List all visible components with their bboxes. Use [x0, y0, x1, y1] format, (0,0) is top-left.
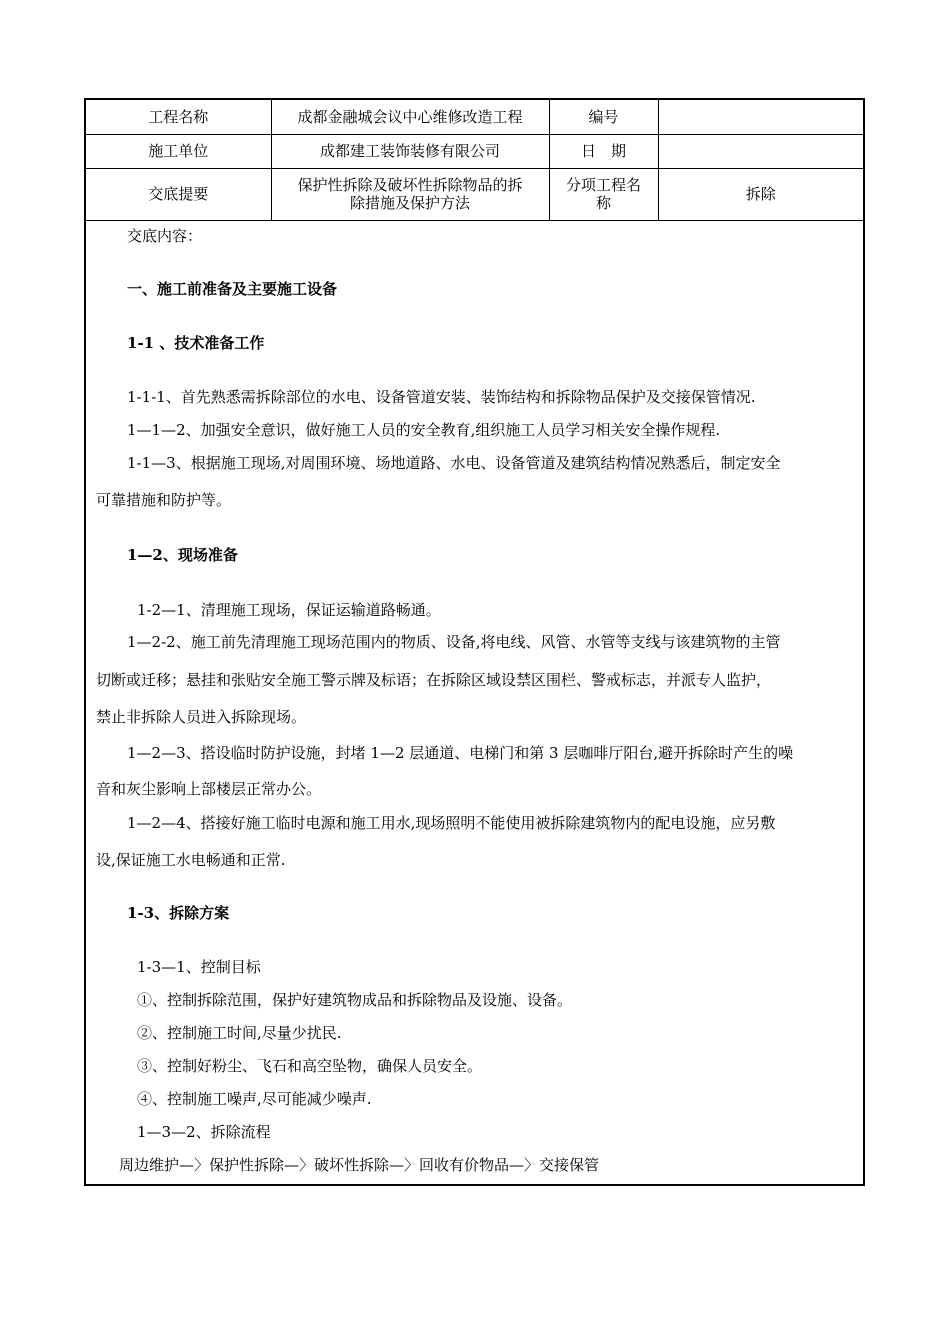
disclosure-form — [84, 98, 865, 1186]
subitem-value: 拆除 — [658, 168, 863, 220]
paragraph-continuation: 可靠措施和防护等。 — [96, 491, 232, 509]
paragraph-continuation: 设,保证施工水电畅通和正常. — [96, 851, 286, 869]
paragraph: 1—1—2、加强安全意识，做好施工人员的安全教育,组织施工人员学习相关安全操作规程. — [127, 421, 721, 439]
header-table — [86, 100, 863, 221]
paragraph: 1—2-2、施工前先清理施工现场范围内的物质、设备,将电线、风管、水管等支线与该建筑物的主管 — [127, 633, 781, 651]
subitem-label-line2: 称 — [595, 194, 611, 212]
goal-item: ①、控制拆除范围，保护好建筑物成品和拆除物品及设施、设备。 — [137, 991, 573, 1009]
goal-item: ②、控制施工时间,尽量少扰民. — [137, 1024, 342, 1042]
date-label: 日 期 — [549, 134, 658, 168]
subitem-label — [549, 168, 658, 220]
subitem-label-line1: 分项工程名 — [565, 176, 641, 194]
paragraph: 1-1-1、首先熟悉需拆除部位的水电、设备管道安装、装饰结构和拆除物品保护及交接保管情况. — [127, 388, 756, 406]
paragraph-continuation: 切断或迁移；悬挂和张贴安全施工警示牌及标语；在拆除区域设禁区围栏、警戒标志，并派专人监护， — [96, 671, 772, 689]
summary-value-line2: 除措施及保护方法 — [349, 194, 470, 212]
code-label: 编号 — [549, 100, 658, 134]
subsection-heading: 1-3、拆除方案 — [127, 904, 230, 922]
goal-item: ③、控制好粉尘、飞石和高空坠物，确保人员安全。 — [137, 1057, 483, 1075]
subsection-heading: 1—2、现场准备 — [127, 546, 238, 564]
goal-item: ④、控制施工噪声,尽可能减少噪声. — [137, 1090, 372, 1108]
summary-label: 交底提要 — [86, 168, 271, 220]
contractor-value: 成都建工装饰装修有限公司 — [271, 134, 549, 168]
intro-label: 交底内容： — [127, 227, 203, 245]
code-value — [658, 100, 863, 134]
paragraph: 1-2—1、清理施工现场，保证运输道路畅通。 — [137, 601, 441, 619]
contractor-label: 施工单位 — [86, 134, 271, 168]
flow-line: 周边维护—〉保护性拆除—〉破坏性拆除—〉回收有价物品—〉交接保管 — [119, 1156, 600, 1174]
section-heading: 一、施工前准备及主要施工设备 — [127, 280, 338, 298]
subsection-heading: 1-1 、技术准备工作 — [127, 334, 265, 352]
summary-value-line1: 保护性拆除及破坏性拆除物品的拆 — [297, 176, 523, 194]
summary-value — [271, 168, 549, 220]
paragraph-continuation: 音和灰尘影响上部楼层正常办公。 — [96, 780, 322, 798]
paragraph: 1—3—2、拆除流程 — [137, 1123, 271, 1141]
paragraph-continuation: 禁止非拆除人员进入拆除现场。 — [96, 708, 307, 726]
paragraph: 1—2—4、搭接好施工临时电源和施工用水,现场照明不能使用被拆除建筑物内的配电设施，应另敷 — [127, 814, 776, 832]
project-name-value: 成都金融城会议中心维修改造工程 — [271, 100, 549, 134]
date-value — [658, 134, 863, 168]
paragraph: 1—2—3、搭设临时防护设施，封堵 1—2 层通道、电梯门和第 3 层咖啡厅阳台,避开拆除时产生的噪 — [127, 744, 794, 762]
paragraph: 1-1—3、根据施工现场,对周围环境、场地道路、水电、设备管道及建筑结构情况熟悉后，制定安全 — [127, 454, 781, 472]
project-name-label: 工程名称 — [86, 100, 271, 134]
paragraph: 1-3—1、控制目标 — [137, 958, 261, 976]
